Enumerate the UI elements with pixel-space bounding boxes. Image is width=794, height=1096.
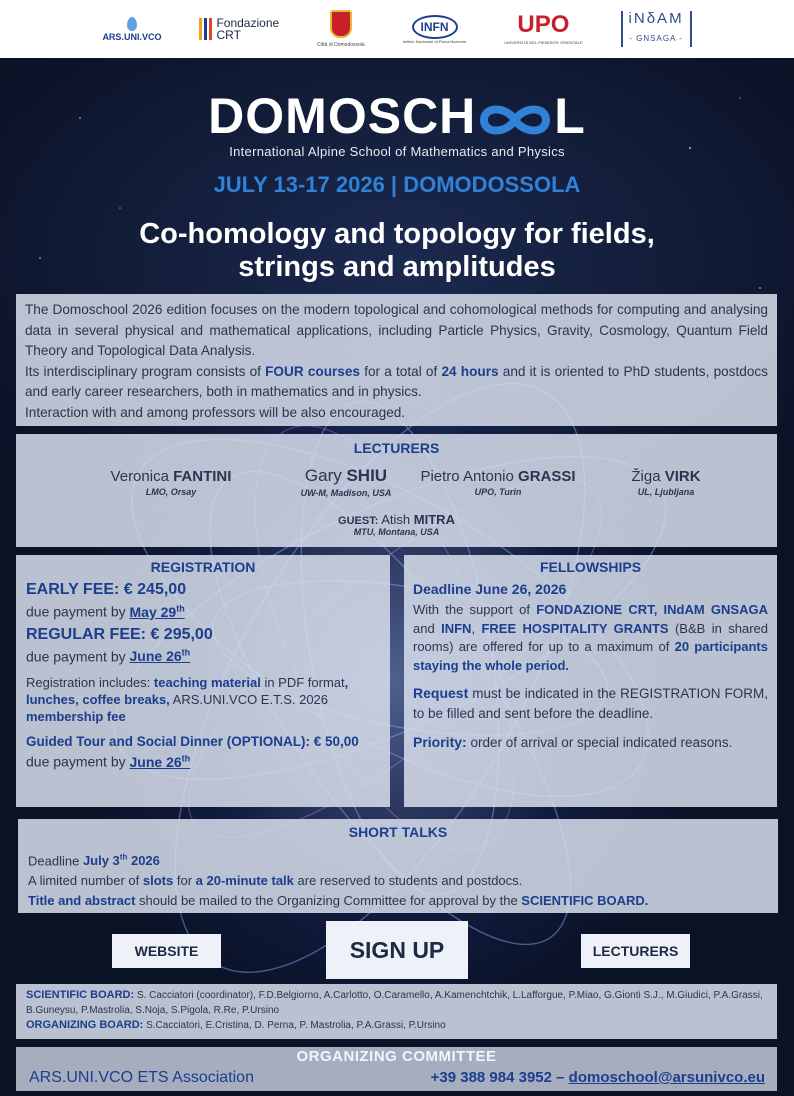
boards-panel bbox=[16, 984, 777, 1039]
fellowships-request: Request must be indicated in the REGISTRATION FORM, to be filled and sent before the deadline. bbox=[413, 685, 768, 721]
lecturers-title: LECTURERS bbox=[353, 440, 440, 456]
intro-panel bbox=[16, 294, 777, 426]
indam-gnsaga-logo: iNδAM - GNSAGA - bbox=[621, 11, 692, 47]
contact-info bbox=[431, 1069, 765, 1086]
guided-tour-fee: Guided Tour and Social Dinner (OPTIONAL): € 50,00 bbox=[26, 734, 359, 750]
lecturers-panel bbox=[16, 434, 777, 547]
lecturer-item: Veronica FANTINI LMO, Orsay bbox=[110, 468, 232, 497]
regular-fee-due: due payment by June 26th bbox=[26, 647, 191, 665]
lecturer-item: Pietro Antonio GRASSI UPO, Turin bbox=[420, 468, 576, 497]
infinity-icon bbox=[476, 100, 554, 140]
fondazione-crt-logo: Fondazione CRT bbox=[199, 17, 279, 41]
school-subtitle: International Alpine School of Mathematics and Physics bbox=[229, 144, 565, 159]
website-button[interactable]: WEBSITE bbox=[112, 934, 221, 968]
short-talks-deadline: Deadline July 3th 2026 bbox=[28, 853, 160, 869]
short-talks-title: SHORT TALKS bbox=[348, 824, 448, 840]
intro-paragraph-3: Interaction with and among professors will be also encouraged. bbox=[25, 404, 406, 420]
organizing-board: ORGANIZING BOARD: S.Cacciatori, E.Cristina, D. Perna, P. Mastrolia, P.A.Grassi, P.Ursino bbox=[26, 1019, 446, 1031]
guided-tour-due: due payment by June 26th bbox=[26, 753, 191, 770]
lecturers-button[interactable]: LECTURERS bbox=[581, 934, 690, 968]
intro-paragraph-1: The Domoschool 2026 edition focuses on the modern topological and cohomological methods for computing and analysing data in several physical and mathematical applications, including Particle Physics, Gravity, Cosmology, Quantum Field Theory and Topological Data Analysis. bbox=[25, 302, 768, 358]
fellowships-panel bbox=[404, 555, 777, 807]
short-talks-submission: Title and abstract should be mailed to the Organizing Committee for approval by the SCIENTIFIC BOARD. bbox=[28, 893, 649, 909]
domoschool-brand-title: DOMOSCH L bbox=[208, 88, 586, 144]
early-fee: EARLY FEE: € 245,00 bbox=[26, 581, 187, 598]
lecturer-item: Žiga VIRK UL, Ljubljana bbox=[631, 468, 701, 497]
registration-includes: Registration includes: teaching material in PDF format, lunches, coffee breaks, ARS.UNI.VCO E.T.S. 2026 membership fee bbox=[26, 675, 349, 725]
organizing-committee-title: ORGANIZING COMMITTEE bbox=[296, 1048, 497, 1065]
ars-univco-logo: ARS.UNI.VCO bbox=[102, 17, 161, 42]
upo-logo: UPO UNIVERSITÀ DEL PIEMONTE ORIENTALE bbox=[504, 10, 583, 45]
lecturer-item: Gary SHIU UW-M, Madison, USA bbox=[300, 466, 392, 498]
sponsor-logo-bar bbox=[0, 0, 794, 58]
registration-panel bbox=[16, 555, 390, 807]
domodossola-crest-logo: Città di Domodossola bbox=[317, 10, 365, 48]
fellowships-title: FELLOWSHIPS bbox=[539, 559, 642, 575]
organizing-committee-panel bbox=[16, 1047, 777, 1091]
event-dates: JULY 13-17 2026 | DOMODOSSOLA bbox=[213, 172, 581, 197]
scientific-board: SCIENTIFIC BOARD: S. Cacciatori (coordinator), F.D.Belgiorno, A.Carlotto, O.Caramello, A.Kamenchtchik, L.Lafforgue, P.Miao, G.Gionti S.J., M.Giudici, P.A.Grassi, B.Guneysu, P.Mastrolia, S.Noja, S.Pigola, R.Re, P.Ursino bbox=[26, 989, 763, 1016]
sign-up-button[interactable]: SIGN UP bbox=[326, 921, 468, 979]
guest-lecturer: GUEST: Atish MITRA MTU, Montana, USA bbox=[338, 512, 455, 537]
association-name: ARS.UNI.VCO ETS Association bbox=[29, 1069, 254, 1086]
fellowships-priority: Priority: order of arrival or special indicated reasons. bbox=[413, 734, 733, 750]
fellowships-description: With the support of FONDAZIONE CRT, INdAM GNSAGA and INFN, FREE HOSPITALITY GRANTS (B&B in shared rooms) are offered for up to a maximum of 20 participants staying the whole period. bbox=[413, 602, 768, 673]
city-crest-icon bbox=[330, 10, 352, 38]
intro-paragraph-2: Its interdisciplinary program consists of FOUR courses for a total of 24 hours and it is oriented to PhD students, postdocs and early career researchers, both in mathematics and in physics. bbox=[25, 363, 768, 399]
email-link[interactable]: domoschool@arsunivco.eu bbox=[568, 1069, 765, 1086]
regular-fee: REGULAR FEE: € 295,00 bbox=[26, 625, 213, 643]
short-talks-panel bbox=[18, 819, 778, 913]
phone-number: +39 388 984 3952 – bbox=[430, 1069, 569, 1086]
registration-title: REGISTRATION bbox=[150, 559, 256, 575]
fellowships-deadline: Deadline June 26, 2026 bbox=[413, 581, 567, 597]
short-talks-slots: A limited number of slots for a 20-minute talk are reserved to students and postdocs. bbox=[28, 873, 523, 889]
infn-logo: INFN Istituto Nazionale di Fisica Nucleare bbox=[403, 15, 467, 44]
event-topic: Co-homology and topology for fields, strings and amplitudes bbox=[139, 218, 655, 283]
infn-ring-icon: INFN bbox=[412, 15, 458, 39]
crt-bars-icon bbox=[199, 18, 212, 40]
water-drop-icon bbox=[127, 17, 137, 31]
early-fee-due: due payment by May 29th bbox=[26, 603, 185, 620]
